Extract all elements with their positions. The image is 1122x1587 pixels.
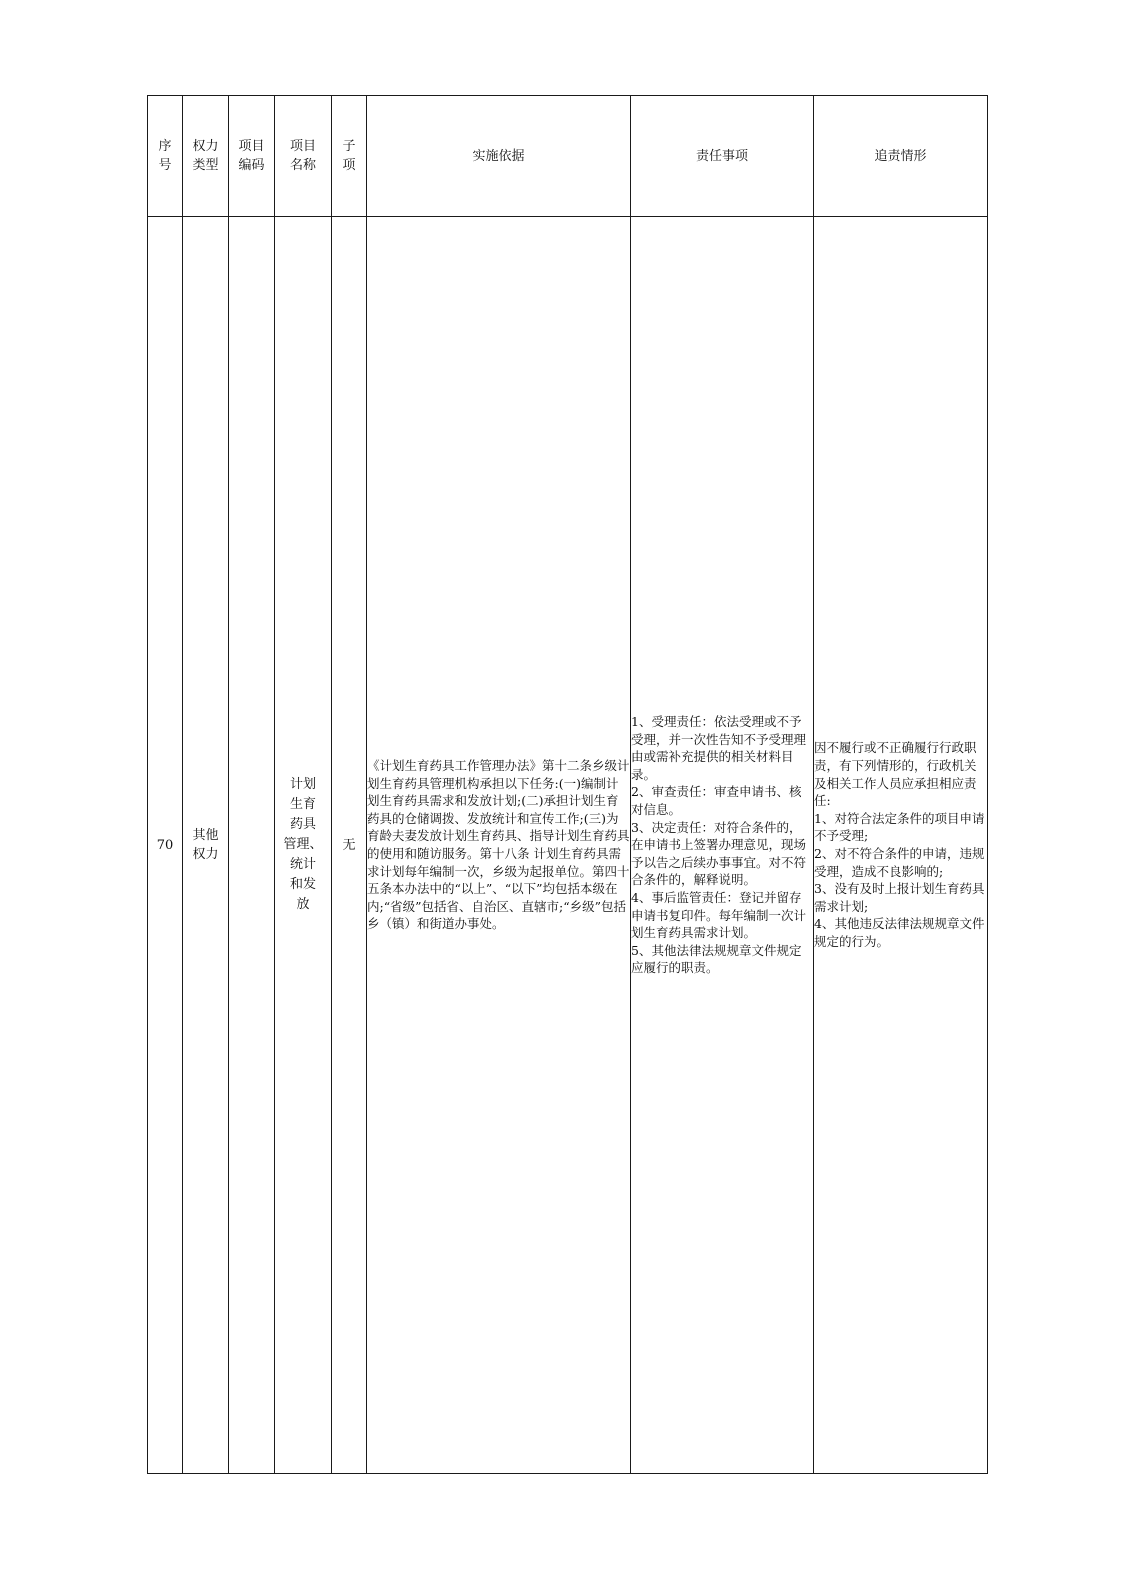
table-header <box>148 96 988 217</box>
header-seq: 序 号 <box>148 96 183 217</box>
header-item-name: 项目 名称 <box>275 96 332 217</box>
cell-power-type: 其他 权力 <box>183 217 229 1474</box>
header-power-type: 权力 类型 <box>183 96 229 217</box>
cell-accountability: 因不履行或不正确履行行政职责，有下列情形的，行政机关及相关工作人员应承担相应责任: 1、对符合法定条件的项目申请不予受理; 2、对不符合条件的申请，违规受理，造成不良影响的; 3、没有及时上报计划生育药具需求计划; 4、其他违反法律法规规章文件规定的行为。 <box>814 217 988 1474</box>
cell-basis: 《计划生育药具工作管理办法》第十二条乡级计划生育药具管理机构承担以下任务:(一)编制计划生育药具需求和发放计划;(二)承担计划生育药具的仓储调拨、发放统计和宣传工作;(三)为育龄夫妻发放计划生育药具、指导计划生育药具的使用和随访服务。第十八条 计划生育药具需求计划每年编制一次，乡级为起报单位。第四十五条本办法中的“以上”、“以下”均包括本级在内;“省级”包括省、自治区、直辖市;“乡级”包括乡（镇）和街道办事处。 <box>367 217 631 1474</box>
cell-sub-item: 无 <box>332 217 367 1474</box>
cell-item-name: 计划 生育 药具 管理、 统计 和发 放 <box>275 217 332 1474</box>
header-responsibility: 责任事项 <box>631 96 814 217</box>
table-body <box>148 217 988 1474</box>
cell-seq: 70 <box>148 217 183 1474</box>
header-basis: 实施依据 <box>367 96 631 217</box>
cell-item-code <box>229 217 275 1474</box>
header-accountability: 追责情形 <box>814 96 988 217</box>
header-sub-item: 子 项 <box>332 96 367 217</box>
header-item-code: 项目 编码 <box>229 96 275 217</box>
table-row <box>148 217 988 1474</box>
power-responsibility-table <box>147 95 988 1474</box>
cell-responsibility: 1、受理责任：依法受理或不予受理，并一次性告知不予受理理由或需补充提供的相关材料目录。 2、审查责任：审查申请书、核对信息。 3、决定责任：对符合条件的，在申请书上签署办理意见，现场予以告之后续办事事宜。对不符合条件的，解释说明。 4、事后监管责任：登记并留存申请书复印件。每年编制一次计划生育药具需求计划。 5、其他法律法规规章文件规定应履行的职责。 <box>631 217 814 1474</box>
header-row <box>148 96 988 217</box>
